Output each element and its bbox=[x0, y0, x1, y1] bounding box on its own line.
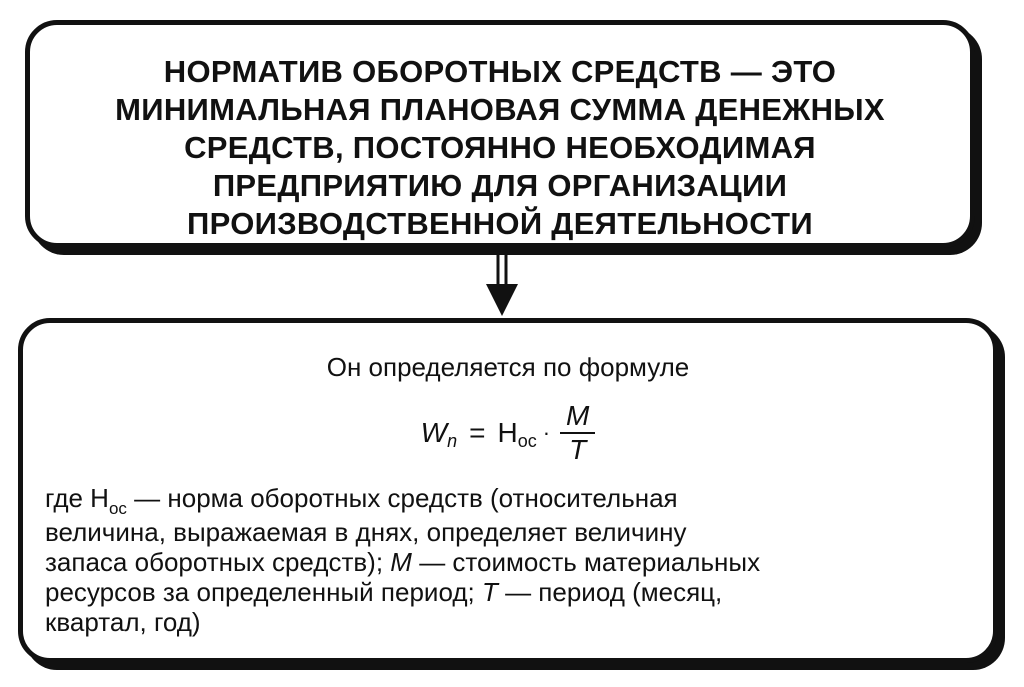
explanation-text: запаса оборотных средств); bbox=[45, 547, 391, 577]
formula-norm-subscript: ос bbox=[517, 430, 537, 451]
explanation-line: величина, выражаемая в днях, определяет величину bbox=[45, 517, 687, 547]
formula-lhs-subscript: n bbox=[447, 430, 458, 451]
definition-text bbox=[50, 53, 950, 243]
explanation-text: где Н bbox=[45, 483, 109, 513]
explanation-line bbox=[45, 547, 965, 577]
formula-box bbox=[18, 318, 998, 663]
formula-intro: Он определяется по формуле bbox=[326, 352, 690, 382]
formula-lhs: W bbox=[420, 417, 448, 448]
formula-equals: = bbox=[469, 417, 486, 448]
explanation-text: — период (месяц, bbox=[497, 577, 723, 607]
formula-fraction bbox=[560, 400, 595, 466]
formula-denominator: T bbox=[569, 434, 587, 465]
definition-line: МИНИМАЛЬНАЯ ПЛАНОВАЯ СУММА ДЕНЕЖНЫХ bbox=[115, 92, 885, 127]
definition-line: СРЕДСТВ, ПОСТОЯННО НЕОБХОДИМАЯ bbox=[184, 130, 816, 165]
formula-norm-symbol: Н bbox=[497, 417, 518, 448]
explanation-line bbox=[45, 483, 965, 517]
formula-explanation bbox=[45, 483, 965, 637]
explanation-line bbox=[45, 577, 965, 607]
explanation-symbol: T bbox=[481, 577, 498, 607]
explanation-subscript: ос bbox=[108, 499, 127, 518]
formula bbox=[23, 393, 993, 473]
definition-line: НОРМАТИВ ОБОРОТНЫХ СРЕДСТВ — ЭТО bbox=[163, 54, 837, 89]
formula-numerator: M bbox=[566, 400, 590, 431]
explanation-text: — норма оборотных средств (относительная bbox=[126, 483, 678, 513]
definition-line: ПРЕДПРИЯТИЮ ДЛЯ ОРГАНИЗАЦИИ bbox=[212, 168, 788, 203]
definition-box bbox=[25, 20, 975, 248]
explanation-text: ресурсов за определенный период; bbox=[45, 577, 482, 607]
formula-multiply: · bbox=[542, 420, 551, 445]
explanation-line: квартал, год) bbox=[45, 607, 201, 637]
double-shaft-down-arrow-icon bbox=[482, 250, 522, 318]
explanation-text: — стоимость материальных bbox=[411, 547, 761, 577]
explanation-symbol: M bbox=[390, 547, 412, 577]
definition-line: ПРОИЗВОДСТВЕННОЙ ДЕЯТЕЛЬНОСТИ bbox=[187, 206, 813, 241]
